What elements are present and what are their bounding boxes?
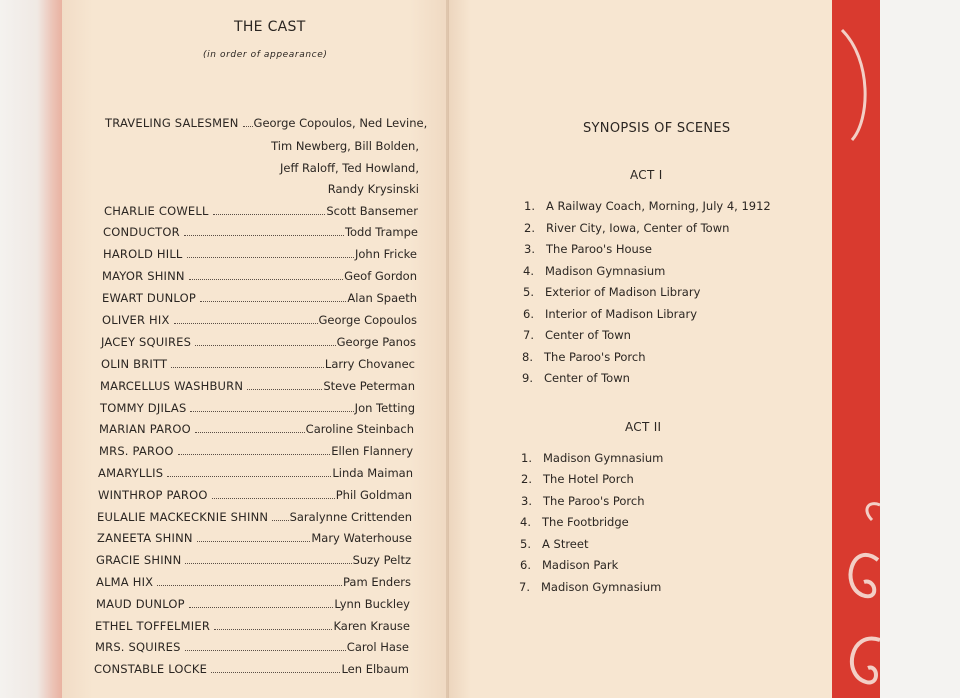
- scene-number: 8.: [522, 350, 533, 364]
- cast-actor: Ellen Flannery: [331, 444, 413, 458]
- cast-row: [98, 486, 412, 502]
- cast-actor-continuation: Randy Krysinski: [327, 182, 419, 196]
- scene-item: [524, 221, 729, 235]
- cast-actor: Scott Bansemer: [326, 204, 418, 218]
- scene-name: River City, Iowa, Center of Town: [546, 221, 730, 235]
- cast-role: CONSTABLE LOCKE: [94, 662, 208, 676]
- leader-dots: [190, 411, 353, 412]
- scene-number: 7.: [523, 328, 534, 342]
- cast-row: [101, 355, 415, 371]
- scene-item: [523, 328, 631, 342]
- cast-row: [98, 464, 413, 480]
- scene-name: Exterior of Madison Library: [545, 285, 701, 299]
- cast-role: AMARYLLIS: [98, 466, 164, 480]
- scene-number: 2.: [521, 472, 532, 486]
- scene-item: [522, 350, 646, 364]
- leader-dots: [212, 498, 335, 499]
- scene-name: Center of Town: [544, 371, 630, 385]
- leader-dots: [197, 541, 311, 542]
- cast-actor: John Fricke: [354, 247, 417, 261]
- cast-row: [103, 223, 418, 239]
- cast-actor-continuation: Tim Newberg, Bill Bolden,: [271, 139, 419, 153]
- cast-role: ALMA HIX: [96, 575, 154, 589]
- cast-row-salesmen: [105, 114, 428, 130]
- scene-name: Madison Gymnasium: [543, 451, 664, 465]
- cast-role: TOMMY DJILAS: [100, 401, 187, 415]
- cast-actor: Carol Hase: [346, 640, 409, 654]
- cast-actor: Karen Krause: [333, 619, 410, 633]
- cast-row: [97, 529, 412, 545]
- scene-number: 3.: [524, 242, 535, 256]
- cast-row: [102, 289, 417, 305]
- cast-role: OLIVER HIX: [102, 313, 170, 327]
- leader-dots: [189, 607, 334, 608]
- cast-row: [100, 399, 415, 415]
- scene-item: [521, 494, 645, 508]
- cast-role: MARCELLUS WASHBURN: [100, 379, 244, 393]
- cast-role: WINTHROP PAROO: [98, 488, 208, 502]
- background-right-margin: [880, 0, 960, 698]
- cast-actor: Suzy Peltz: [352, 553, 411, 567]
- cast-row: [99, 442, 413, 458]
- cast-subtitle: (in order of appearance): [203, 50, 328, 60]
- cast-row: [96, 573, 411, 589]
- cast-row: [97, 508, 412, 524]
- scene-item: [521, 451, 663, 465]
- leader-dots: [213, 214, 326, 215]
- cast-actor: Linda Maiman: [332, 466, 413, 480]
- background-left-margin: [0, 0, 62, 698]
- act-heading: ACT I: [630, 168, 663, 182]
- cast-row: [99, 420, 414, 436]
- scene-number: 7.: [519, 580, 530, 594]
- leader-dots: [184, 235, 344, 236]
- scene-number: 6.: [520, 558, 531, 572]
- cast-role: MRS. PAROO: [99, 444, 174, 458]
- scene-name: The Paroo's Porch: [544, 350, 646, 364]
- cast-actor: Jon Tetting: [354, 401, 415, 415]
- cast-role: EWART DUNLOP: [102, 291, 196, 305]
- synopsis-title: SYNOPSIS OF SCENES: [583, 121, 731, 136]
- cast-actor: George Copoulos: [318, 313, 417, 327]
- scene-item: [523, 307, 697, 321]
- cast-actor: George Copoulos, Ned Levine,: [253, 116, 428, 130]
- scene-number: 2.: [524, 221, 535, 235]
- cast-actor: Len Elbaum: [341, 662, 409, 676]
- scene-item: [523, 285, 700, 299]
- scene-number: 5.: [520, 537, 531, 551]
- leader-dots: [185, 650, 346, 651]
- cast-role: MAUD DUNLOP: [96, 597, 185, 611]
- scene-name: The Hotel Porch: [543, 472, 634, 486]
- cast-role: ZANEETA SHINN: [97, 531, 193, 545]
- scene-number: 9.: [522, 371, 533, 385]
- cast-row: [94, 660, 409, 676]
- cast-row: [102, 267, 417, 283]
- cast-row: [104, 202, 418, 218]
- cast-row: [96, 595, 410, 611]
- leader-dots: [185, 563, 351, 564]
- red-cover-edge: [832, 0, 880, 698]
- cast-role: GRACIE SHINN: [96, 553, 182, 567]
- leader-dots: [200, 301, 346, 302]
- cast-role: CONDUCTOR: [103, 225, 180, 239]
- leader-dots: [167, 476, 331, 477]
- cast-row: [102, 311, 417, 327]
- leader-dots: [157, 585, 342, 586]
- scene-item: [519, 580, 661, 594]
- cast-role: MAYOR SHINN: [102, 269, 185, 283]
- cast-actor: Alan Spaeth: [347, 291, 417, 305]
- cast-actor: Phil Goldman: [335, 488, 412, 502]
- cast-actor: George Panos: [336, 335, 416, 349]
- cast-actor: Mary Waterhouse: [311, 531, 412, 545]
- scene-item: [521, 472, 634, 486]
- cast-actor: Lynn Buckley: [334, 597, 410, 611]
- cast-actor: Pam Enders: [343, 575, 411, 589]
- scene-name: The Paroo's Porch: [543, 494, 645, 508]
- scene-name: Madison Park: [542, 558, 619, 572]
- scene-item: [520, 537, 588, 551]
- cast-row: [100, 377, 415, 393]
- scene-number: 3.: [521, 494, 532, 508]
- scene-item: [520, 558, 618, 572]
- cast-role: JACEY SQUIRES: [101, 335, 192, 349]
- act-heading: ACT II: [625, 420, 662, 434]
- leader-dots: [187, 257, 354, 258]
- scene-item: [524, 242, 652, 256]
- scene-item: [524, 199, 771, 213]
- leader-dots: [195, 345, 335, 346]
- scene-number: 6.: [523, 307, 534, 321]
- cast-row: [95, 617, 410, 633]
- cast-role: MRS. SQUIRES: [95, 640, 181, 654]
- program-left-page: [62, 0, 448, 698]
- cast-actor: Todd Trampe: [344, 225, 418, 239]
- cast-role: CHARLIE COWELL: [104, 204, 209, 218]
- scene-item: [520, 515, 629, 529]
- cast-actor: Steve Peterman: [323, 379, 415, 393]
- cast-actor: Saralynne Crittenden: [289, 510, 412, 524]
- scene-name: A Street: [542, 537, 589, 551]
- leader-dots: [243, 126, 253, 127]
- cast-actor: Caroline Steinbach: [305, 422, 414, 436]
- cast-role: ETHEL TOFFELMIER: [95, 619, 211, 633]
- leader-dots: [272, 520, 288, 521]
- leader-dots: [211, 672, 340, 673]
- cast-role: EULALIE MACKECKNIE SHINN: [97, 510, 269, 524]
- leader-dots: [171, 367, 324, 368]
- cast-row: [103, 245, 417, 261]
- scene-item: [522, 371, 630, 385]
- leader-dots: [214, 629, 332, 630]
- cast-row: [95, 638, 409, 654]
- scene-name: The Footbridge: [542, 515, 629, 529]
- scene-name: Interior of Madison Library: [545, 307, 697, 321]
- cast-role: HAROLD HILL: [103, 247, 183, 261]
- scene-number: 4.: [520, 515, 531, 529]
- scene-name: A Railway Coach, Morning, July 4, 1912: [546, 199, 771, 213]
- cast-actor: Geof Gordon: [344, 269, 417, 283]
- cast-role: MARIAN PAROO: [99, 422, 191, 436]
- scene-number: 1.: [524, 199, 535, 213]
- scene-name: Madison Gymnasium: [545, 264, 666, 278]
- scene-item: [523, 264, 665, 278]
- scene-number: 1.: [521, 451, 532, 465]
- cast-role: TRAVELING SALESMEN: [105, 116, 239, 130]
- cast-title: THE CAST: [234, 19, 306, 35]
- leader-dots: [189, 279, 343, 280]
- cast-role: OLIN BRITT: [101, 357, 168, 371]
- leader-dots: [247, 389, 322, 390]
- scene-number: 5.: [523, 285, 534, 299]
- scene-name: The Paroo's House: [546, 242, 652, 256]
- scene-number: 4.: [523, 264, 534, 278]
- swirl-decoration-icon: [832, 0, 880, 698]
- scene-name: Center of Town: [545, 328, 631, 342]
- cast-row: [96, 551, 411, 567]
- leader-dots: [178, 454, 331, 455]
- leader-dots: [195, 432, 305, 433]
- leader-dots: [174, 323, 318, 324]
- scene-name: Madison Gymnasium: [541, 580, 662, 594]
- page-fold: [446, 0, 449, 698]
- cast-actor: Larry Chovanec: [324, 357, 415, 371]
- cast-actor-continuation: Jeff Raloff, Ted Howland,: [280, 161, 419, 175]
- cast-row: [101, 333, 416, 349]
